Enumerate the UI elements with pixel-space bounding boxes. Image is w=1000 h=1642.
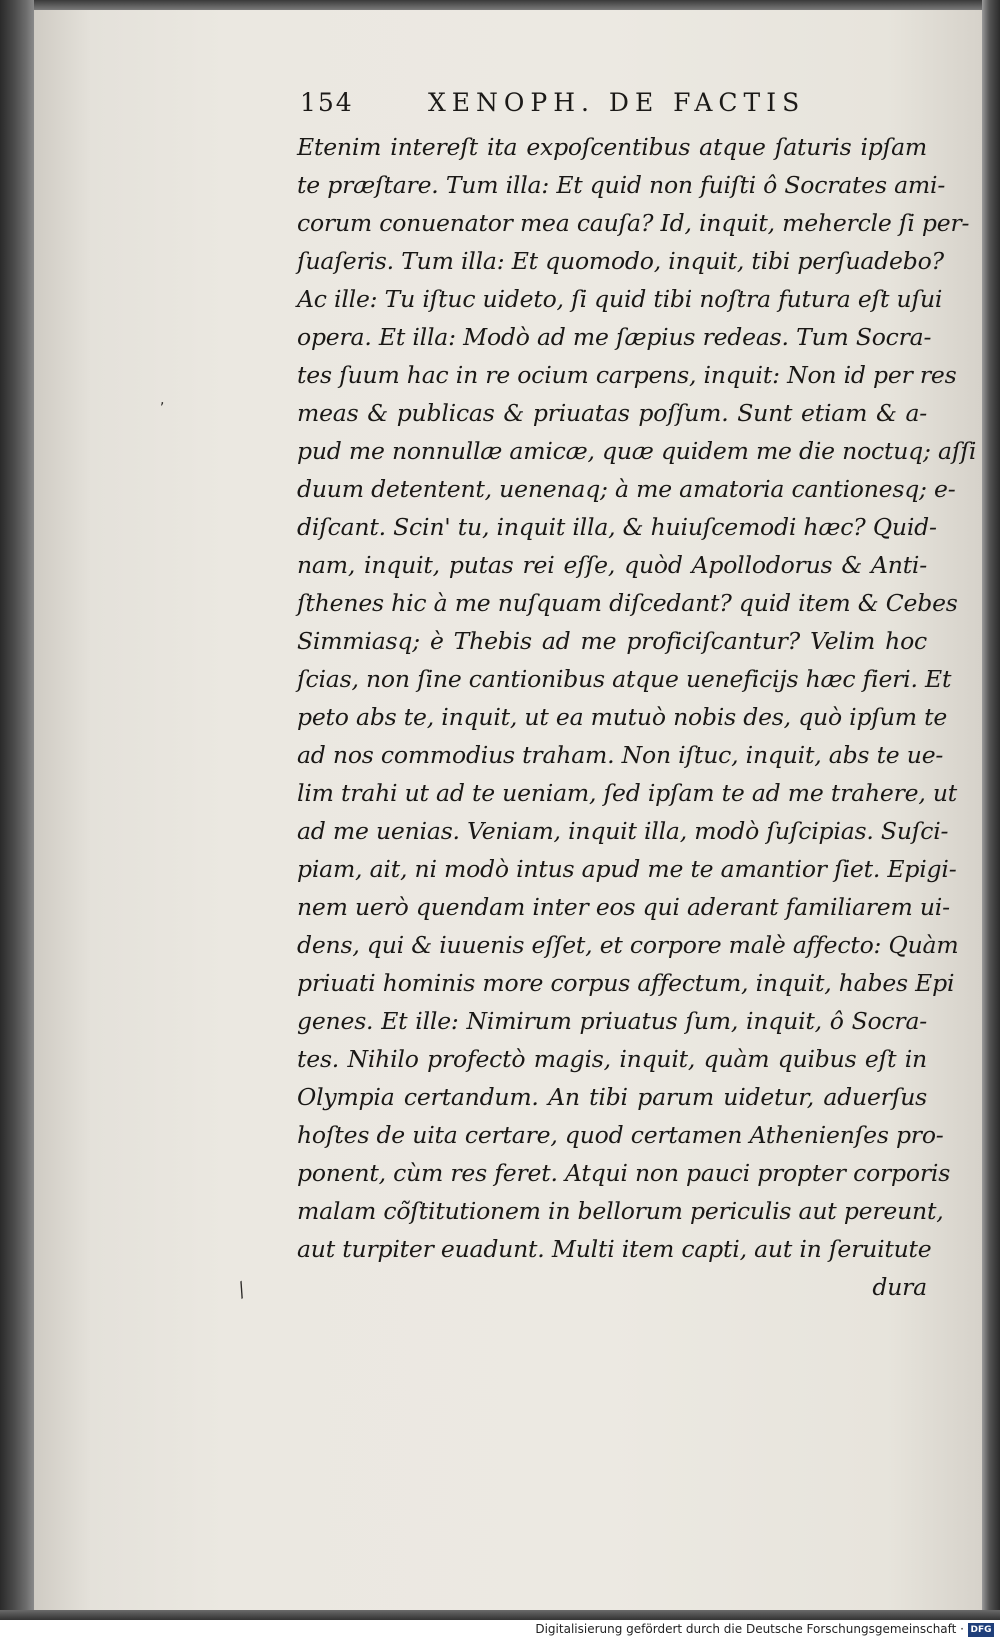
text-line: aut turpiter euadunt. Multi item capti, aut in ſeruitute [297,1235,932,1263]
text-line: diſcant. Scin' tu, inquit illa, & huiuſcemodi hæc? Quid- [297,513,937,541]
catchword: dura [872,1273,927,1301]
text-line: ad nos commodius traham. Non iſtuc, inquit, abs te ue- [297,741,944,769]
text-line: duum detentent, uenenaq; à me amatoria cantionesq; e- [297,475,956,503]
text-line: corum conuenator mea cauſa? Id, inquit, mehercle ſi per- [297,209,970,237]
margin-speck-mark: , [160,392,165,408]
text-line: Etenim intereſt ita expoſcentibus atque ſaturis ipſam [297,133,927,161]
margin-pencil-mark: ⁄ [233,1279,250,1301]
text-line: tes. Nihilo profectò magis, inquit, quàm quibus eſt in [297,1045,927,1073]
digitization-footer [0,1620,1000,1642]
book-bottom-edge [0,1610,1000,1620]
text-line: tes ſuum hac in re ocium carpens, inquit: Non id per res [297,361,957,389]
text-line: te præſtare. Tum illa: Et quid non fuiſti ô Socrates ami- [297,171,946,199]
text-line: meas & publicas & priuatas poſſum. Sunt etiam & a- [297,399,927,427]
text-line: ſthenes hic à me nuſquam diſcedant? quid item & Cebes [297,589,958,617]
text-line: nem uerò quendam inter eos qui aderant familiarem ui- [297,893,950,921]
text-line: nam, inquit, putas rei eſſe, quòd Apollodorus & Anti- [297,551,927,579]
text-line: peto abs te, inquit, ut ea mutuò nobis des, quò ipſum te [297,703,948,731]
page-number: 154 [300,88,354,117]
funding-credit: Digitalisierung gefördert durch die Deutsche Forschungsgemeinschaft · [535,1622,964,1636]
text-line: pud me nonnullæ amicæ, quæ quidem me die noctuq; aſſi [297,437,977,465]
text-line: ſuaſeris. Tum illa: Et quomodo, inquit, tibi perſuadebo? [297,247,944,275]
text-line: malam cõſtitutionem in bellorum periculis aut pereunt, [297,1197,944,1225]
page-header [300,88,820,128]
running-title: XENOPH. DE FACTIS [428,88,806,117]
text-line: hoſtes de uita certare, quod certamen Athenienſes pro- [297,1121,944,1149]
text-line: priuati hominis more corpus affectum, inquit, habes Epi [297,969,955,997]
book-binding-edge [0,0,34,1620]
text-line: piam, ait, ni modò intus apud me te amantior ſiet. Epigi- [297,855,957,883]
text-line: genes. Et ille: Nimirum priuatus ſum, inquit, ô Socra- [297,1007,927,1035]
text-line: opera. Et illa: Modò ad me ſæpius redeas. Tum Socra- [297,323,932,351]
dfg-logo: DFG [968,1623,994,1637]
text-line: Simmiasq; è Thebis ad me proficiſcantur? Velim hoc [297,627,927,655]
text-line: Olympia certandum. An tibi parum uidetur, aduerſus [297,1083,927,1111]
text-line: ponent, cùm res feret. Atqui non pauci propter corporis [297,1159,951,1187]
body-text [297,128,977,1306]
book-right-edge [982,0,1000,1620]
text-line: ſcias, non ſine cantionibus atque ueneficijs hæc fieri. Et [297,665,952,693]
text-line: lim trahi ut ad te ueniam, ſed ipſam te ad me trahere, ut [297,779,958,807]
text-line: Ac ille: Tu iſtuc uideto, ſi quid tibi noſtra futura eſt uſui [297,285,943,313]
text-line: ad me uenias. Veniam, inquit illa, modò ſuſcipias. Suſci- [297,817,949,845]
book-top-edge [0,0,1000,10]
text-line: dens, qui & iuuenis eſſet, et corpore malè affecto: Quàm [297,931,959,959]
